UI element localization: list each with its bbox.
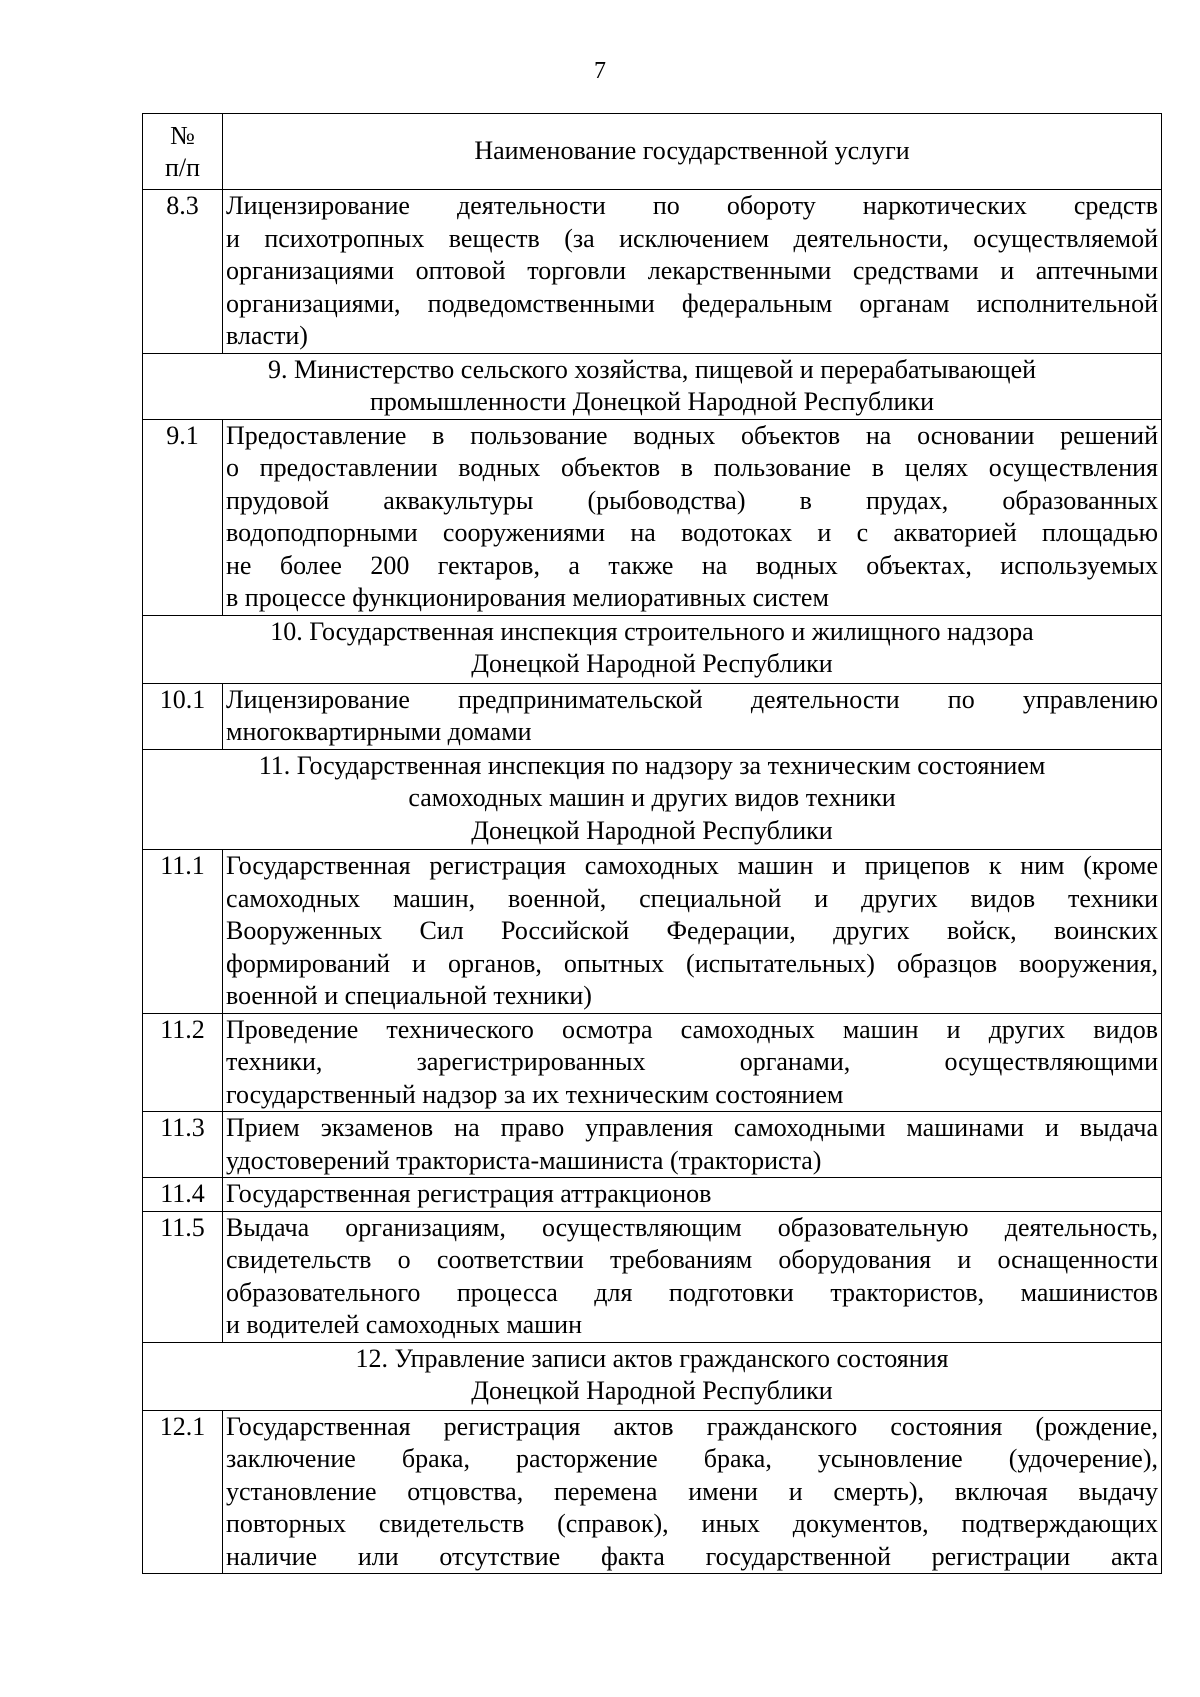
description-line: власти) xyxy=(226,321,308,350)
description-line: образовательного процесса для подготовки трактористов, машинистов xyxy=(226,1277,1158,1307)
table-row xyxy=(143,1178,1162,1212)
description-line: формирований и органов, опытных (испытательных) образцов вооружения, xyxy=(226,948,1158,978)
table-row xyxy=(143,1410,1162,1574)
service-description xyxy=(223,1211,1162,1342)
table-row xyxy=(143,850,1162,1014)
header-number-cell xyxy=(143,114,223,190)
table-row xyxy=(143,1112,1162,1178)
service-description xyxy=(223,850,1162,1014)
row-number: 11.4 xyxy=(143,1178,223,1212)
section-heading-line: 11. Государственная инспекция по надзору за техническим состоянием xyxy=(258,750,1046,780)
description-line: Прием экзаменов на право управления самоходными машинами и выдача xyxy=(226,1113,1158,1142)
section-row xyxy=(143,1342,1162,1410)
service-description xyxy=(223,1410,1162,1574)
description-line: о предоставлении водных объектов в пользование в целях осуществления xyxy=(226,453,1158,482)
description-line: военной и специальной техники) xyxy=(226,981,592,1010)
description-line: удостоверений тракториста-машиниста (тракториста) xyxy=(226,1145,822,1175)
row-number: 11.5 xyxy=(143,1211,223,1342)
description-line: наличие или отсутствие факта государственной регистрации акта xyxy=(226,1541,1158,1571)
section-heading-line: 10. Государственная инспекция строительного и жилищного надзора xyxy=(270,616,1034,646)
section-row xyxy=(143,353,1162,419)
service-description xyxy=(223,419,1162,615)
table-header-row xyxy=(143,114,1162,190)
section-heading-line: Донецкой Народной Республики xyxy=(471,815,833,845)
section-heading-line: Донецкой Народной Республики xyxy=(471,649,833,678)
description-line: организациями оптовой торговли лекарственными средствами и аптечными xyxy=(226,256,1158,285)
description-line: Государственная регистрация самоходных машин и прицепов к ним (кроме xyxy=(226,851,1158,880)
description-line: Лицензирование предпринимательской деятельности по управлению xyxy=(226,684,1158,714)
description-line: организациями, подведомственными федеральным органам исполнительной xyxy=(226,288,1158,318)
description-line: техники, зарегистрированных органами, осуществляющими xyxy=(226,1047,1158,1076)
description-line: Предоставление в пользование водных объектов на основании решений xyxy=(226,420,1158,450)
description-line: Проведение технического осмотра самоходных машин и других видов xyxy=(226,1014,1158,1044)
row-number: 12.1 xyxy=(143,1410,223,1574)
services-table xyxy=(142,113,1162,1574)
description-line: самоходных машин, военной, специальной и других видов техники xyxy=(226,883,1158,913)
row-number: 11.3 xyxy=(143,1112,223,1178)
row-number: 9.1 xyxy=(143,419,223,615)
description-line: Вооруженных Сил Российской Федерации, других войск, воинских xyxy=(226,916,1158,945)
section-heading-line: 9. Министерство сельского хозяйства, пищевой и перерабатывающей xyxy=(267,354,1037,384)
table-row xyxy=(143,1211,1162,1342)
section-heading xyxy=(143,1342,1162,1410)
section-heading xyxy=(143,615,1162,683)
section-heading xyxy=(143,749,1162,850)
description-line: Государственная регистрация актов гражданского состояния (рождение, xyxy=(226,1411,1158,1441)
service-description xyxy=(223,190,1162,354)
row-number: 11.2 xyxy=(143,1013,223,1112)
description-line: заключение брака, расторжение брака, усыновление (удочерение), xyxy=(226,1444,1158,1473)
section-row xyxy=(143,615,1162,683)
description-line: многоквартирными домами xyxy=(226,717,532,746)
table-row xyxy=(143,683,1162,749)
section-row xyxy=(143,749,1162,850)
service-description xyxy=(223,1112,1162,1178)
description-line: водоподпорными сооружениями на водотоках и с акваторией площадью xyxy=(226,518,1158,547)
section-heading-line: Донецкой Народной Республики xyxy=(471,1376,833,1405)
section-heading-line: промышленности Донецкой Народной Республики xyxy=(369,387,935,416)
description-line: Лицензирование деятельности по обороту наркотических средств xyxy=(226,191,1158,220)
header-number-abbr: п/п xyxy=(164,152,201,182)
row-number: 8.3 xyxy=(143,190,223,354)
service-description xyxy=(223,1178,1162,1212)
table-row xyxy=(143,1013,1162,1112)
description-line: и психотропных веществ (за исключением деятельности, осуществляемой xyxy=(226,223,1158,253)
description-line: и водителей самоходных машин xyxy=(226,1310,582,1339)
description-line: установление отцовства, перемена имени и смерть), включая выдачу xyxy=(226,1476,1158,1506)
section-heading xyxy=(143,353,1162,419)
service-description xyxy=(223,683,1162,749)
service-description xyxy=(223,1013,1162,1112)
description-line: повторных свидетельств (справок), иных документов, подтверждающих xyxy=(226,1509,1158,1538)
row-number: 11.1 xyxy=(143,850,223,1014)
description-line: государственный надзор за их техническим состоянием xyxy=(226,1079,844,1109)
description-line: в процессе функционирования мелиоративных систем xyxy=(226,583,829,612)
description-line: прудовой аквакультуры (рыбоводства) в прудах, образованных xyxy=(226,485,1158,515)
table-row xyxy=(143,419,1162,615)
header-service-name: Наименование государственной услуги xyxy=(223,114,1162,190)
row-number: 10.1 xyxy=(143,683,223,749)
description-line: свидетельств о соответствии требованиям оборудования и оснащенности xyxy=(226,1245,1158,1274)
header-number-symbol: № xyxy=(170,120,195,150)
description-line: Государственная регистрация аттракционов xyxy=(226,1179,712,1208)
section-heading-line: самоходных машин и других видов техники xyxy=(408,783,896,812)
page-number: 7 xyxy=(594,58,606,84)
section-heading-line: 12. Управление записи актов гражданского состояния xyxy=(355,1343,949,1373)
description-line: не более 200 гектаров, а также на водных объектах, используемых xyxy=(226,550,1158,580)
description-line: Выдача организациям, осуществляющим образовательную деятельность, xyxy=(226,1212,1158,1242)
table-row xyxy=(143,190,1162,354)
